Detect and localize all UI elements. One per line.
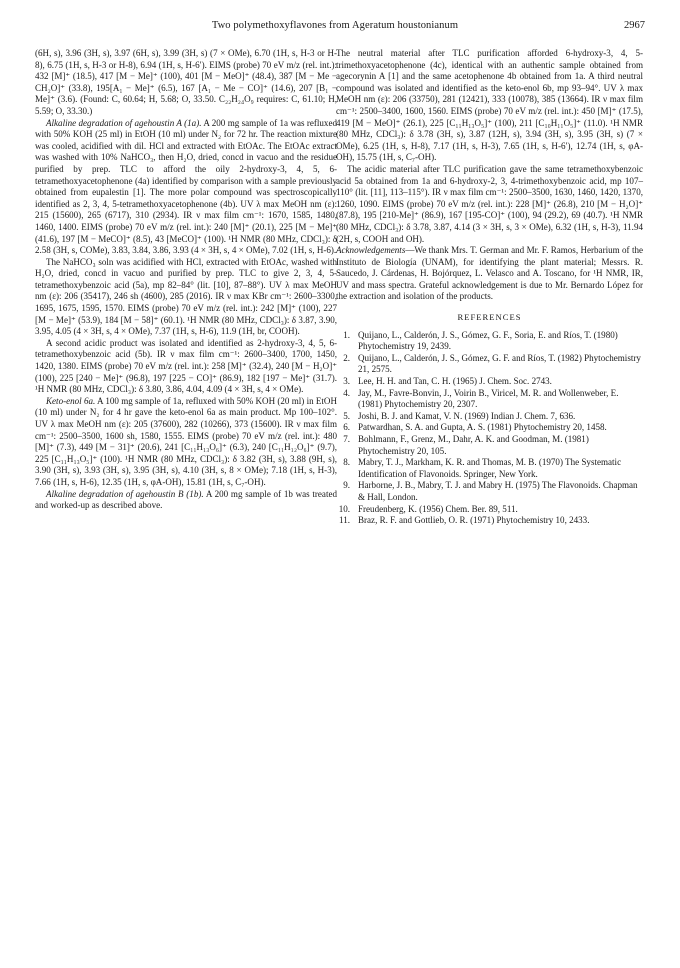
paragraph-text: (6H, s), 3.96 (3H, s), 3.97 (6H, s), 3.99 (3H, s) (7 × OMe), 6.70 (1H, s, H-3 or H-8), 6.75 (1H, s, H-3 or H-8), 6.94 (1H, s, H-6′). EIMS (probe) 70 eV m/z (rel. int.): 432 [M]⁺ (18.5), 417 [M − Me]⁺ (100), 401 [M − MeO]⁺ (48.4), 387 [M − Me − CH₂O]⁺ (33.8), 195[A₁ − Me]⁺ (6.5), 167 [A₁ − Me − CO]⁺ (14.6), 207 [B₁ − Me]⁺ (3.6). (Found: C, 60.64; H, 5.68; O, 33.50. C₂₂H₂₄O₉ requires: C, 61.10; H, 5.59; O, 33.30.) [35, 48, 337, 116]
references-list [336, 330, 643, 527]
paragraph-text: A 200 mg sample of 1b was treated and worked-up as described above. [35, 488, 338, 511]
references-heading: REFERENCES [457, 312, 522, 323]
body-paragraph [35, 118, 337, 257]
reference-text: Jay, M., Favre-Bonvin, J., Voirin B., Viricel, M. R. and Wollenweber, E. (1981) Phytochemistry 20, 2307. [358, 387, 619, 410]
reference-number: 10. [338, 503, 350, 514]
reference-text: Joshi, B. J. and Kamat, V. N. (1969) Indian J. Chem. 7, 636. [358, 410, 576, 421]
body-paragraph [35, 396, 337, 489]
reference-item [336, 376, 643, 388]
reference-number: 4. [343, 387, 350, 398]
reference-number: 2. [343, 352, 350, 363]
reference-item [336, 457, 643, 480]
reference-item [336, 480, 643, 503]
reference-number: 5. [343, 410, 350, 421]
reference-text: Mabry, T. J., Markham, K. R. and Thomas, M. B. (1970) The Systematic Identification of Flavonoids. Springer, New York. [358, 457, 622, 479]
reference-number: 8. [343, 457, 350, 468]
paragraph-text: The acidic material after TLC purification gave the same tetramethoxybenzoic acid 5a obtained from 1a and 6-hydroxy-2, 3, 4-trimethoxybenzoic acid, mp 107–110° (lit. [11], 113–115°). IR ν max film cm⁻¹: 2500–3500, 1630, 1460, 1420, 1370, 1260, 1090. EIMS (probe) 70 eV m/z (rel. int.): 228 [M]⁺ (26.8), 210 [M − H₂O]⁺ (87.8), 195 [210-Me]⁺ (86.9), 167 [195-CO]⁺ (100), 94 (29.2), 69 (40.7). ¹H NMR (80 MHz, CDCl₃): δ 3.78, 3.87, 4.14 (3 × 3H, s, 3 × OMe), 6.32 (1H, s, H-3), 11.94 (2H, s, COOH and OH). [336, 163, 643, 244]
reference-text: Harborne, J. B., Mabry, T. J. and Mabry H. (1975) The Flavonoids. Chapman & Hall, London. [358, 480, 638, 502]
reference-number: 11. [339, 515, 350, 526]
page-number: 2967 [624, 20, 645, 31]
reference-item [336, 504, 643, 516]
paragraph-text: The neutral material after TLC purification afforded 6-hydroxy-3, 4, 5-trimethoxyacetophenone (4c), identical with an authentic sample obtained from agecorynin A [1] and the same acetophenone 4b obtained from 1a. A third neutral compound was isolated and identified as the keto-enol 6b, mp 93–94°. UV λ max MeOH nm (ε): 206 (33750), 281 (12421), 333 (10078), 385 (13664). IR ν max film cm⁻¹: 2500–3400, 1600, 1560. EIMS (probe) 70 eV m/z (rel. int.): 450 [M]⁺ (17.5), 419 [M − MeO]⁺ (26.1), 225 [C₁₁H₁₃O₅]⁺ (100), 211 [C₁₀H₁₁O₅]⁺ (11.0). ¹H NMR (80 MHz, CDCl₃): δ 3.78 (3H, s), 3.87 (12H, s), 3.94 (3H, s), 3.95 (3H, s) (7 × OMe), 6.25 (1H, s, H-8), 7.17 (1H, s, H-3), 7.65 (1H, s, H-6′), 12.74 (1H, s, φA-OH), 15.75 (1H, s, C₇-OH). [336, 48, 643, 163]
body-paragraph [336, 48, 643, 164]
running-title: Two polymethoxyflavones from Ageratum houstonianum [211, 20, 459, 31]
reference-item [336, 388, 643, 411]
reference-item [336, 411, 643, 423]
reference-text: Braz, R. F. and Gottlieb, O. R. (1971) Phytochemistry 10, 2433. [358, 515, 590, 526]
paragraph-text: A 200 mg sample of 1a was refluxed with 50% KOH (25 ml) in EtOH (10 ml) under N₂ for 72 hr. The reaction mixture was cooled, acidified with dil. HCl and extracted with EtOAc. The EtOAc extract was washed with 10% NaHCO₃, then H₂O, dried, concd in vacuo and the residue purified by prep. TLC to afford the oily 2-hydroxy-3, 4, 5, 6-tetramethoxyacetophenone (4a) identified by comparison with a sample previously obtained from eupalestin [1]. The more polar compound was spectroscopically identified as 2, 3, 4, 5-tetramethoxyacetophenone (4b). UV λ max MeOH nm (ε): 215 (15600), 265 (6717), 310 (2934). IR ν max film cm⁻¹: 1670, 1585, 1480, 1460, 1400. EIMS (probe) 70 eV m/z (rel. int.): 240 [M]⁺ (20.1), 225 [M − Me]⁺ (41.6), 197 [M − MeCO]⁺ (8.5), 43 [MeCO]⁺ (100). ¹H NMR (80 MHz, CDCl₃): δ 2.58 (3H, s, COMe), 3.83, 3.84, 3.86, 3.93 (4 × 3H, s, 4 × OMe), 7.02 (1H, s, H-6). [35, 117, 337, 256]
reference-text: Lee, H. H. and Tan, C. H. (1965) J. Chem. Soc. 2743. [358, 376, 552, 387]
reference-number: 6. [343, 422, 350, 433]
reference-item [336, 515, 643, 527]
body-paragraph [336, 245, 643, 303]
body-paragraph [336, 164, 643, 245]
reference-item [336, 330, 643, 353]
reference-number: 1. [343, 329, 350, 340]
body-paragraph [35, 257, 337, 338]
reference-text: Freudenberg, K. (1956) Chem. Ber. 89, 511. [358, 503, 518, 514]
paragraph-text: A 100 mg sample of 1a, refluxed with 50% KOH (20 ml) in EtOH (10 ml) under N₂ for 4 hr gave the keto-enol 6a as main product. Mp 100–102°. UV λ max MeOH nm (ε): 205 (37600), 282 (10266), 373 (15600). IR ν max film cm⁻¹: 2500–3500, 1600 sh, 1580, 1555. EIMS (probe) 70 eV m/z (rel. int.): 480 [M]⁺ (7.3), 449 [M − 31]⁺ (20.6), 241 [C₁₁H₁₃O₆]⁺ (6.3), 240 [C₁₁H₁₂O₆]⁺ (9.7), 225 [C₁₁H₁₃O₅]⁺ (100). ¹H NMR (80 MHz, CDCl₃): δ 3.82 (3H, s), 3.88 (9H, s), 3.90 (3H, s), 3.93 (3H, s), 3.95 (3H, s), 4.10 (3H, s, 8 × OMe); 7.18 (1H, s, H-3), 7.66 (1H, s, H-6), 12.35 (1H, s, φA-OH), 15.81 (1H, s, C₇-OH). [35, 395, 337, 487]
right-column [336, 48, 643, 527]
reference-number: 7. [343, 434, 350, 444]
paragraph-text: —We thank Mrs. T. German and Mr. F. Ramos, Herbarium of the Instituto de Biología (UNAM), for identifying the plant material; Messrs. R. Saucedo, J. Cárdenas, H. Bojórquez, L. Velasco and A. Toscano, for ¹H NMR, IR, UV and mass spectra. Grateful acknowledgement is due to Mr. Bernardo López for the extraction and isolation of the products. [336, 245, 643, 302]
right-column-body [336, 48, 643, 303]
paragraph-text: A second acidic product was isolated and identified as 2-hydroxy-3, 4, 5, 6-tetramethoxybenzoic acid (5b). IR ν max film cm⁻¹: 2600–3400, 1700, 1450, 1420, 1380. EIMS (probe) 70 eV m/z (rel. int.): 258 [M]⁺ (32.4), 240 [M − H₂O]⁺ (100), 225 [240 − Me]⁺ (96.8), 197 [225 − CO]⁺ (86.9), 182 [197 − Me]⁺ (31.7). ¹H NMR (80 MHz, CDCl₃): δ 3.80, 3.86, 4.04, 4.09 (4 × 3H, s, 4 × OMe). [35, 337, 337, 395]
reference-item [336, 353, 643, 376]
section-run-in-heading: Keto-enol 6a. [46, 395, 96, 406]
paragraph-text: The NaHCO₃ soln was acidified with HCl, extracted with EtOAc, washed with H₂O, dried, concd in vacuo and purified by prep. TLC to give 2, 3, 4, 5-tetramethoxybenzoic acid (5a), mp 82–84° (lit. [10], 87–88°). UV λ max MeOH nm (ε): 206 (35417), 246 sh (4600), 285 (2016). IR ν max KBr cm⁻¹: 2600–3300, 1695, 1675, 1595, 1570. EIMS (probe) 70 eV m/z (rel. int.): 242 [M]⁺ (100), 227 [M − Me]⁺ (53.9), 184 [M − 58]⁺ (60.1). ¹H NMR (80 MHz, CDCl₃): δ 3.87, 3.90, 3.95, 4.05 (4 × 3H, s, 4 × OMe), 7.37 (1H, s, H-6), 11.9 (1H, br, COOH). [35, 256, 337, 337]
reference-item [336, 422, 643, 434]
reference-text: Patwardhan, S. A. and Gupta, A. S. (1981) Phytochemistry 20, 1458. [358, 422, 607, 433]
body-paragraph [35, 489, 337, 512]
reference-text: Quijano, L., Calderón, J. S., Gómez, G. F., Soria, E. and Ríos, T. (1980) Phytochemistry 19, 2439. [358, 329, 618, 352]
body-paragraph [35, 48, 337, 118]
reference-number: 3. [343, 376, 350, 387]
reference-number: 9. [343, 480, 350, 491]
body-paragraph [35, 338, 337, 396]
reference-text: Quijano, L., Calderón, J. S., Gómez, G. F. and Ríos, T. (1982) Phytochemistry 21, 2575. [358, 352, 641, 375]
reference-text: Bohlmann, F., Grenz, M., Dahr, A. K. and Goodman, M. (1981) Phytochemistry 20, 105. [358, 434, 589, 456]
section-run-in-heading: Alkaline degradation of agehoustin B (1b). [46, 488, 204, 499]
section-run-in-heading: Alkaline degradation of agehoustin A (1a). [46, 117, 202, 128]
section-run-in-heading: Acknowledgements [336, 245, 406, 256]
left-column [35, 48, 337, 512]
reference-item [336, 434, 643, 457]
